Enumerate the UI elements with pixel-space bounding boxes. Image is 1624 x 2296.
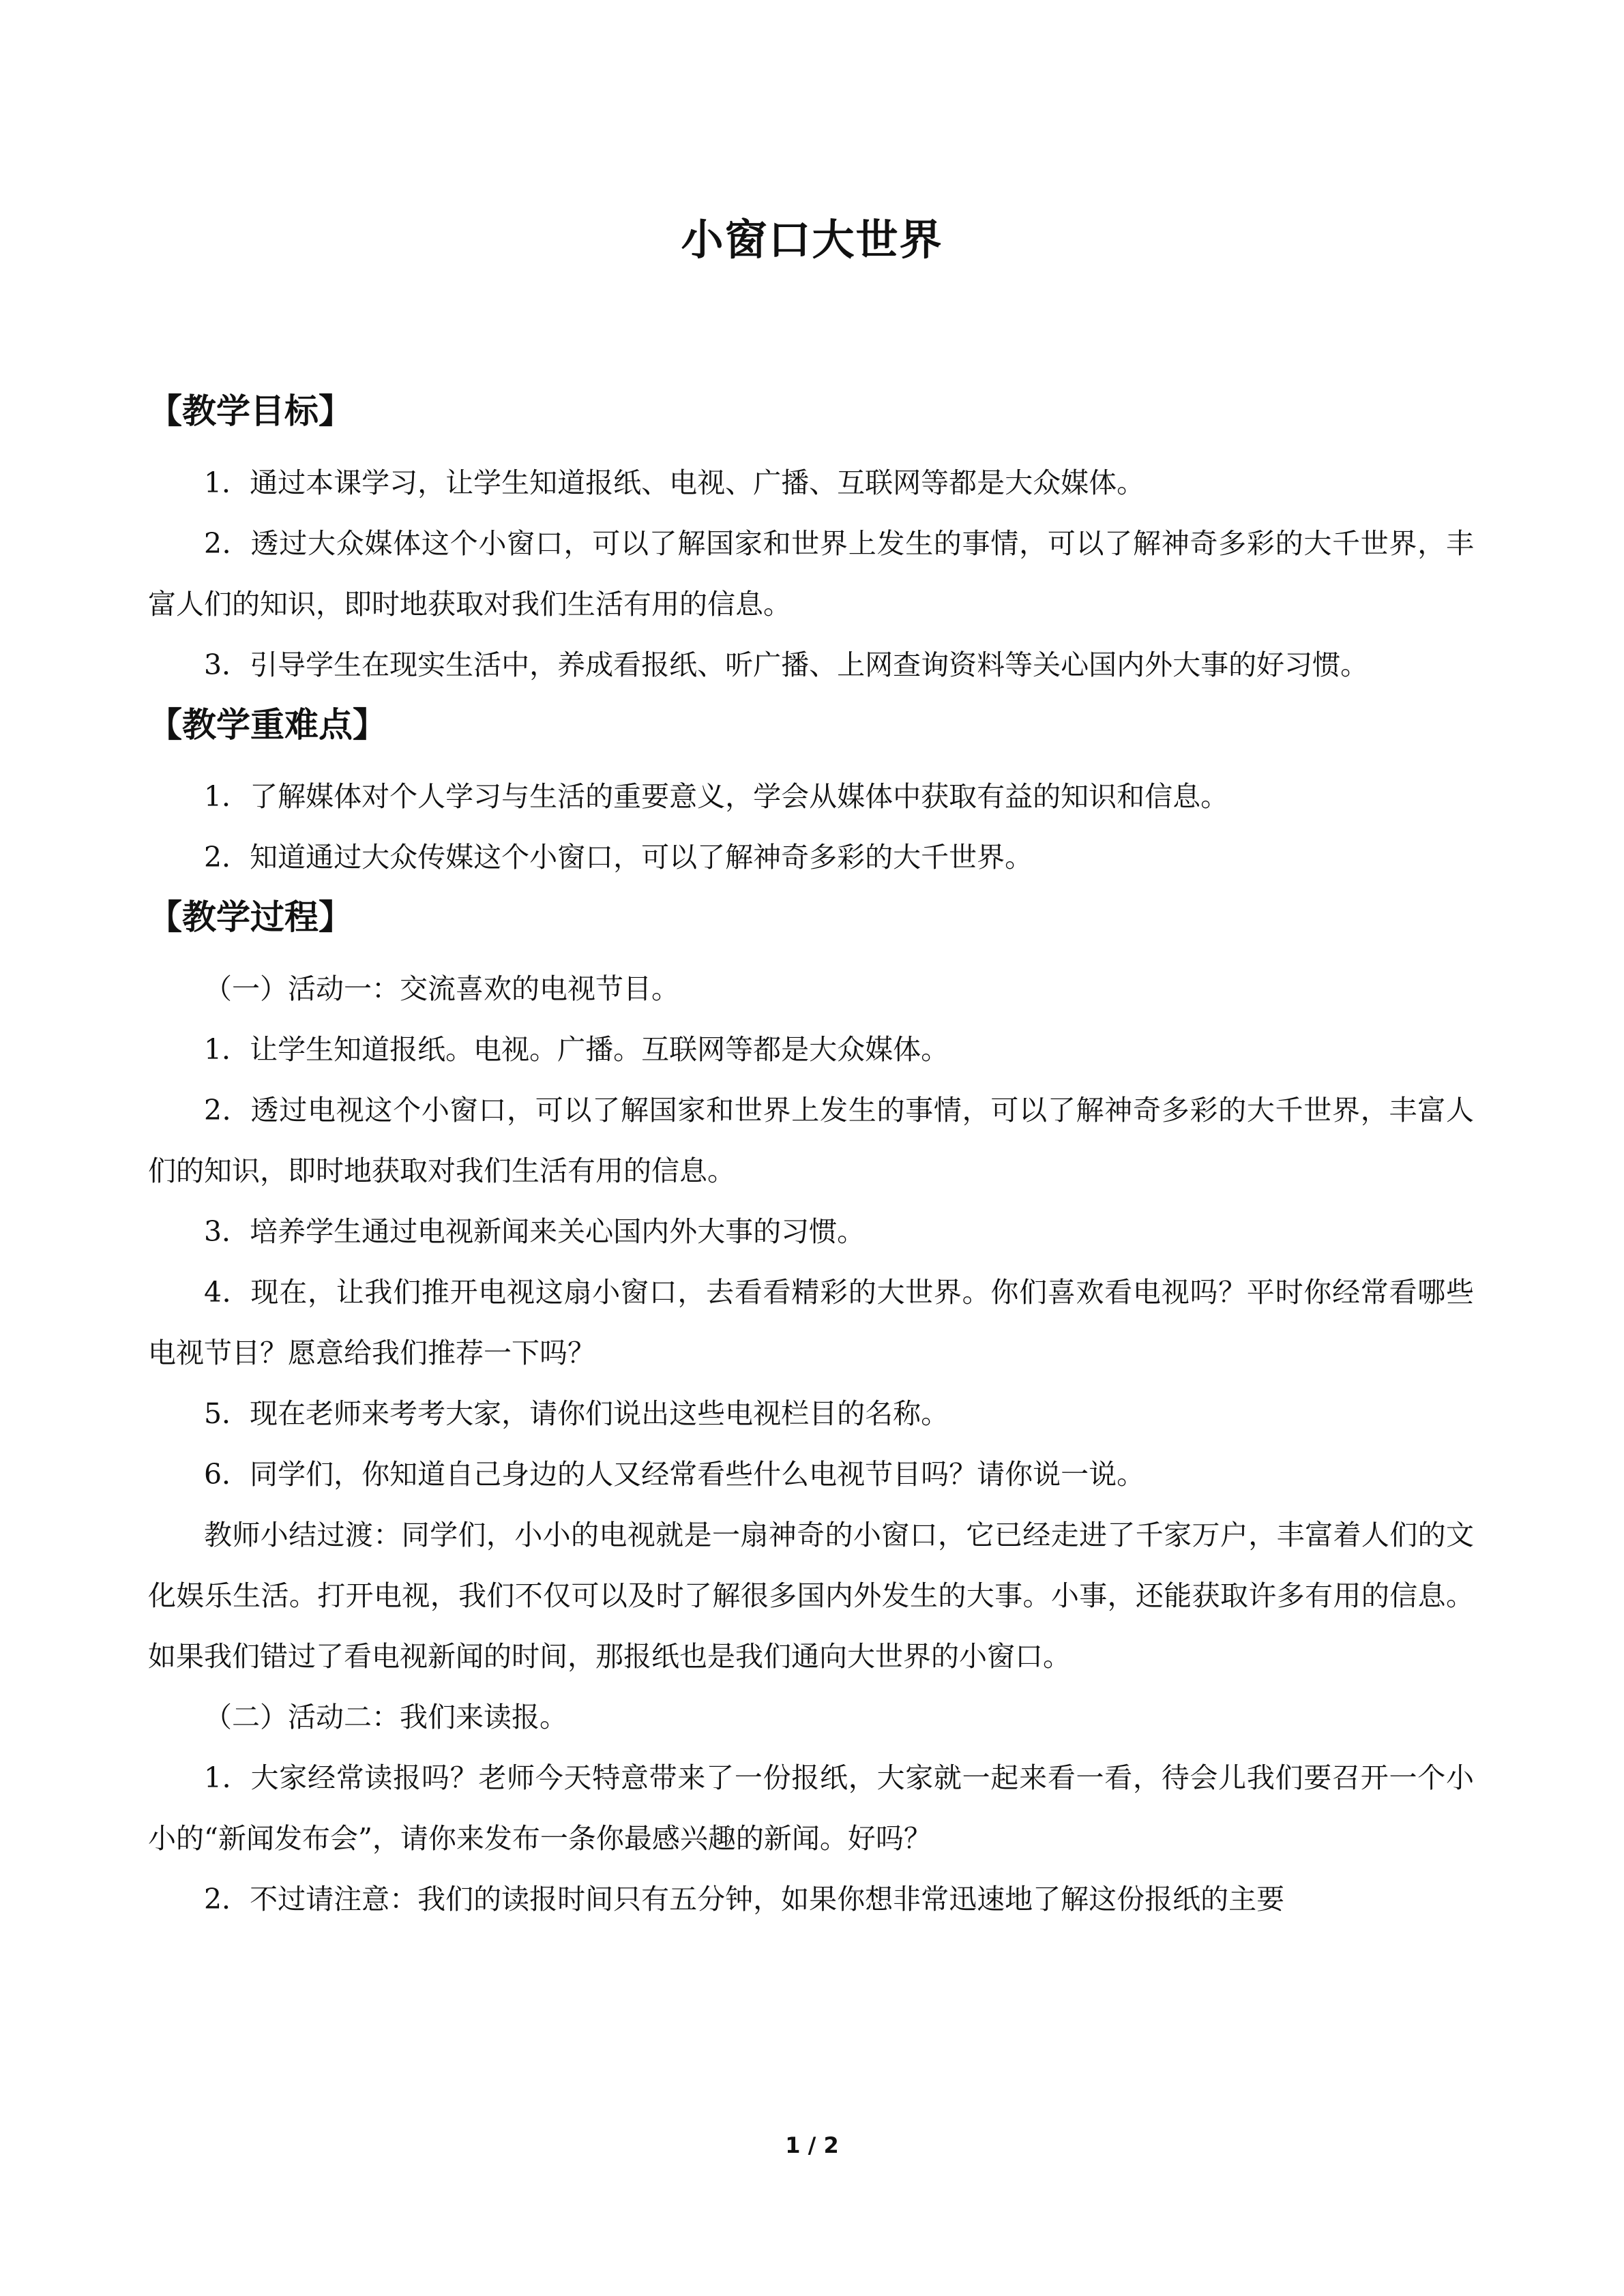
- paragraph: 2．透过大众媒体这个小窗口，可以了解国家和世界上发生的事情，可以了解神奇多彩的大千世界，丰富人们的知识，即时地获取对我们生活有用的信息。: [148, 527, 1474, 621]
- paragraph: （一）活动一：交流喜欢的电视节目。: [204, 972, 679, 1005]
- section-teaching-process: [148, 888, 1474, 1930]
- section-teaching-objectives: [148, 382, 1474, 696]
- paragraph: 1．让学生知道报纸。电视。广播。互联网等都是大众媒体。: [204, 1033, 949, 1066]
- paragraph: 4．现在，让我们推开电视这扇小窗口，去看看精彩的大世界。你们喜欢看电视吗？平时你经常看哪些电视节目？愿意给我们推荐一下吗？: [148, 1276, 1474, 1369]
- paragraph: 3．培养学生通过电视新闻来关心国内外大事的习惯。: [204, 1215, 866, 1248]
- paragraph: 2．透过电视这个小窗口，可以了解国家和世界上发生的事情，可以了解神奇多彩的大千世界，丰富人们的知识，即时地获取对我们生活有用的信息。: [148, 1094, 1474, 1187]
- section-heading: 【教学目标】: [148, 391, 353, 431]
- paragraph: 1．了解媒体对个人学习与生活的重要意义，学会从媒体中获取有益的知识和信息。: [204, 780, 1229, 813]
- paragraph: 6．同学们，你知道自己身边的人又经常看些什么电视节目吗？请你说一说。: [204, 1458, 1145, 1491]
- paragraph: 1．通过本课学习，让学生知道报纸、电视、广播、互联网等都是大众媒体。: [204, 466, 1145, 499]
- paragraph: 5．现在老师来考考大家，请你们说出这些电视栏目的名称。: [204, 1397, 949, 1430]
- document-body: [148, 382, 1474, 1930]
- paragraph: 1．大家经常读报吗？老师今天特意带来了一份报纸，大家就一起来看一看，待会儿我们要召开一个小小的“新闻发布会”，请你来发布一条你最感兴趣的新闻。好吗？: [148, 1761, 1474, 1855]
- section-heading: 【教学重难点】: [148, 705, 387, 745]
- paragraph: 2．知道通过大众传媒这个小窗口，可以了解神奇多彩的大千世界。: [204, 841, 1033, 874]
- paragraph: 2．不过请注意：我们的读报时间只有五分钟，如果你想非常迅速地了解这份报纸的主要: [204, 1883, 1285, 1915]
- document-title: 小窗口大世界: [681, 215, 943, 265]
- section-heading: 【教学过程】: [148, 897, 353, 937]
- section-key-difficulties: [148, 696, 1474, 888]
- paragraph: 教师小结过渡：同学们，小小的电视就是一扇神奇的小窗口，它已经走进了千家万户，丰富着人们的文化娱乐生活。打开电视，我们不仅可以及时了解很多国内外发生的大事。小事，还能获取许多有用的信息。如果我们错过了看电视新闻的时间，那报纸也是我们通向大世界的小窗口。: [148, 1519, 1474, 1673]
- paragraph: （二）活动二：我们来读报。: [204, 1701, 567, 1733]
- paragraph: 3．引导学生在现实生活中，养成看报纸、听广播、上网查询资料等关心国内外大事的好习惯。: [204, 648, 1369, 681]
- page-indicator: 1 / 2: [785, 2132, 839, 2158]
